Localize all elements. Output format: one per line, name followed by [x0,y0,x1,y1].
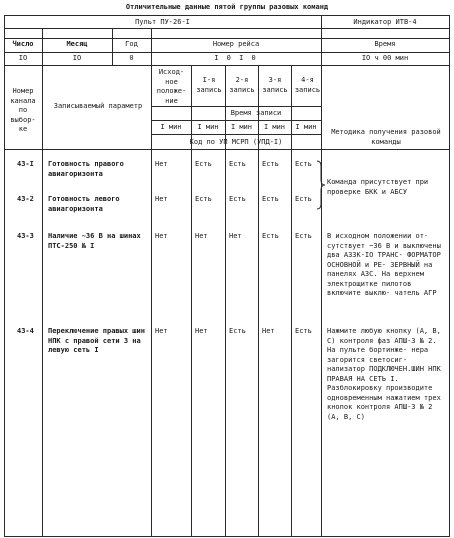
row-number: 43-4 [17,327,34,335]
rec3-header: 3-я запись [262,76,288,94]
row-cell: Есть [295,232,312,240]
code-header: Код по УП МСРП (УПД-I) [189,138,283,146]
rule-rec1 [225,65,226,537]
row-cell: Есть [229,160,246,168]
row-cell: Нет [195,327,208,335]
rec2-header: 2-я запись [229,76,255,94]
rule-channel [42,28,43,537]
row-cell: Нет [155,232,168,240]
row-cell: Есть [229,195,246,203]
console-label: Пульт ПУ-26-I [135,18,190,26]
row-number: 43-I [17,160,34,168]
rule-code [4,149,450,150]
row-cell: Нет [155,160,168,168]
method-header: Методика получения разовой команды [331,128,441,146]
rule-rec3 [291,65,292,537]
month-value: IO [72,54,82,62]
rule-rec-top [151,106,321,107]
table-title: Отличительные данные пятой группы разовых команд [125,3,329,11]
row-cell: Нет [195,232,208,240]
method-row-4: Нажмите любую кнопку (А, В, С) контроля фаз АПШ-3 № 2. На пульте бортинже- нера загорится светосиг- нализатор ПОДКЛЮЧЕН.ШИН НПК ПРАВАЯ НА СЕТЬ I. Разблокировку производите одновременным нажатием трех кнопок контроля АПШ-3 № 2 (А, В, С) [327,327,441,421]
imin-rec4: I мин [295,123,317,131]
flight-value: I 0 I 0 [214,54,258,62]
brace-icon [316,160,326,210]
year-value: 0 [129,54,134,62]
initial-header: Исход- ное положе- ние [156,68,187,105]
rule-initial [191,65,192,537]
rule-rec2 [258,65,259,537]
rule-left [4,15,5,537]
param-header: Записываемый параметр [53,102,143,110]
row-cell: Есть [195,195,212,203]
rec-time-header: Время записи [230,109,282,117]
indicator-label: Индикатор ИТВ-4 [353,18,417,26]
row-cell: Есть [262,195,279,203]
row-parameter: Переключение правых шин НПК с правой сети 3 на левую сеть I [48,327,145,354]
channel-header: Номер канала по выбор- ке [10,87,36,133]
rule-bottom [4,536,450,537]
row-parameter: Готовность левого авиагоризонта [48,195,120,213]
day-header: Число [12,40,34,48]
row-cell: Есть [262,160,279,168]
imin-rec2: I мин [230,123,253,131]
rule-values [4,52,450,53]
time-header: Время [374,40,396,48]
imin-initial: I мин [160,123,182,131]
row-number: 43-2 [17,195,34,203]
rule-imin [151,134,321,135]
rule-labels [4,38,450,39]
time-value: IO ч 00 мин [361,54,409,62]
rule-right [449,15,450,537]
row-cell: Нет [155,327,168,335]
rec4-header: 4-я запись [294,76,321,94]
rule-rec-time [151,120,321,121]
row-cell: Есть [295,195,312,203]
day-value: IO [18,54,28,62]
row-parameter: Наличие ~36 В на шинах ПТС-250 № I [48,232,141,250]
row-cell: Нет [262,327,275,335]
method-rows-1-2: Команда присутствует при проверке БКК и АБСУ [327,178,429,196]
rule-top [4,15,450,16]
row-cell: Есть [195,160,212,168]
rule-values-bottom [4,65,450,66]
month-header: Месяц [66,40,88,48]
row-cell: Есть [295,160,312,168]
imin-rec3: I мин [263,123,286,131]
rule-header [4,28,450,29]
method-row-3: В исходном положении от- сутствует ~36 В и выключены два АЗЗК-IO ТРАНС- ФОРМАТОР ОСНОВНОЙ и РЕ- ЗЕРВНЫЙ на панелях АЗС. На верхнем электрощитке пилотов включите выклю- чатель АГР [327,232,441,297]
flight-header: Номер рейса [212,40,260,48]
row-cell: Есть [229,327,246,335]
rule-method [321,15,322,537]
row-cell: Нет [229,232,242,240]
row-cell: Нет [155,195,168,203]
imin-rec1: I мин [197,123,219,131]
row-cell: Есть [295,327,312,335]
row-number: 43-3 [17,232,34,240]
rec1-header: I-я запись [196,76,222,94]
year-header: Год [125,40,138,48]
row-parameter: Готовность правого авиагоризонта [48,160,124,178]
row-cell: Есть [262,232,279,240]
